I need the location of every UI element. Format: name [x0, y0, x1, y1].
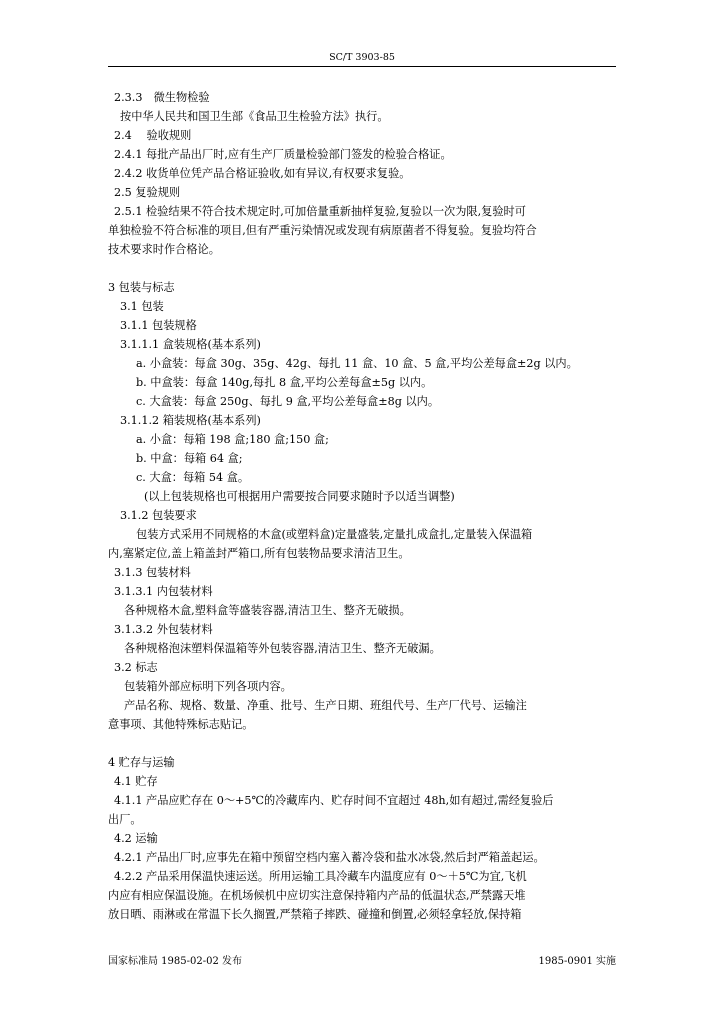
section-4-1: 4.1 贮存: [114, 775, 158, 788]
section-3-1-2: 3.1.2 包装要求: [120, 509, 197, 522]
list-item: a. 小盒：每箱 198 盒;180 盒;150 盒;: [136, 433, 329, 446]
section-4-2-2: 4.2.2 产品采用保温快速运送。所用运输工具冷藏车内温度应有 0～＋5℃为宜,飞机: [114, 870, 527, 883]
paragraph: 产品名称、规格、数量、净重、批号、生产日期、班组代号、生产厂代号、运输注: [124, 699, 527, 712]
section-3: 3 包装与标志: [108, 281, 175, 294]
document-body: [108, 88, 608, 924]
section-4-1-1: 4.1.1 产品应贮存在 0～+5℃的冷藏库内、贮存时间不宜超过 48h,如有超过,需经复验后: [114, 794, 554, 807]
list-item: c. 大盒：每箱 54 盒。: [136, 471, 250, 484]
section-3-1-1-1: 3.1.1.1 盒装规格(基本系列): [120, 338, 261, 351]
paragraph-continued: 内,塞紧定位,盖上箱盖封严箱口,所有包装物品要求清洁卫生。: [108, 547, 410, 560]
section-3-1-3-2: 3.1.3.2 外包装材料: [114, 623, 213, 636]
list-item: a. 小盒装：每盒 30g、35g、42g、每扎 11 盒、10 盒、5 盒,平均公差每盒±2g 以内。: [136, 357, 578, 370]
paragraph: 包装方式采用不同规格的木盒(或塑料盒)定量盛装,定量扎成盒扎,定量装入保温箱: [136, 528, 533, 541]
section-2-3-3: 2.3.3 微生物检验: [114, 91, 210, 104]
section-3-2: 3.2 标志: [114, 661, 158, 674]
paragraph: 各种规格木盒,塑料盒等盛装容器,清洁卫生、整齐无破损。: [124, 604, 411, 617]
section-4: 4 贮存与运输: [108, 756, 175, 769]
paragraph: 包装箱外部应标明下列各项内容。: [124, 680, 292, 693]
section-3-1: 3.1 包装: [120, 300, 164, 313]
header-rule: [108, 66, 616, 67]
paragraph-continued: 放日晒、雨淋或在常温下长久搁置,严禁箱子摔跌、碰撞和倒置,必须轻拿轻放,保持箱: [108, 908, 522, 921]
paragraph-continued: 意事项、其他特殊标志贴记。: [108, 718, 254, 731]
list-item: c. 大盒装：每盒 250g、每扎 9 盒,平均公差每盒±8g 以内。: [136, 395, 440, 408]
paragraph: 各种规格泡沫塑料保温箱等外包装容器,清洁卫生、整齐无破漏。: [124, 642, 441, 655]
paragraph-continued: 单独检验不符合标准的项目,但有严重污染情况或发现有病原菌者不得复验。复验均符合: [108, 224, 537, 237]
section-3-1-1-2: 3.1.1.2 箱装规格(基本系列): [120, 414, 261, 427]
section-2-4: 2.4 验收规则: [114, 129, 192, 142]
paragraph-continued: 出厂。: [108, 813, 142, 826]
section-4-2-1: 4.2.1 产品出厂时,应事先在箱中预留空档内塞入蓄冷袋和盐水冰袋,然后封严箱盖起运。: [114, 851, 545, 864]
section-4-2: 4.2 运输: [114, 832, 158, 845]
effective-date: 1985-0901 实施: [538, 956, 616, 967]
section-2-4-1: 2.4.1 每批产品出厂时,应有生产厂质量检验部门签发的检验合格证。: [114, 148, 452, 161]
issue-date: 国家标准局 1985-02-02 发布: [108, 956, 243, 967]
document-code: SC/T 3903-85: [329, 52, 395, 63]
section-3-1-3: 3.1.3 包装材料: [114, 566, 191, 579]
section-3-1-1: 3.1.1 包装规格: [120, 319, 197, 332]
paragraph-continued: 内应有相应保温设施。在机场候机中应切实注意保持箱内产品的低温状态,严禁露天堆: [108, 889, 526, 902]
section-3-1-3-1: 3.1.3.1 内包装材料: [114, 585, 213, 598]
section-2-5: 2.5 复验规则: [114, 186, 181, 199]
paragraph: 按中华人民共和国卫生部《食品卫生检验方法》执行。: [120, 110, 389, 123]
paragraph-continued: 技术要求时作合格论。: [108, 243, 220, 256]
list-item: b. 中盒：每箱 64 盒;: [136, 452, 243, 465]
list-item: b. 中盒装：每盒 140g,每扎 8 盒,平均公差每盒±5g 以内。: [136, 376, 433, 389]
spacer: [108, 259, 608, 278]
spacer: [108, 734, 608, 753]
note: (以上包装规格也可根据用户需要按合同要求随时予以适当调整): [144, 490, 455, 503]
section-2-4-2: 2.4.2 收货单位凭产品合格证验收,如有异议,有权要求复验。: [114, 167, 411, 180]
section-2-5-1: 2.5.1 检验结果不符合技术规定时,可加倍量重新抽样复验,复验以一次为限,复验时可: [114, 205, 526, 218]
